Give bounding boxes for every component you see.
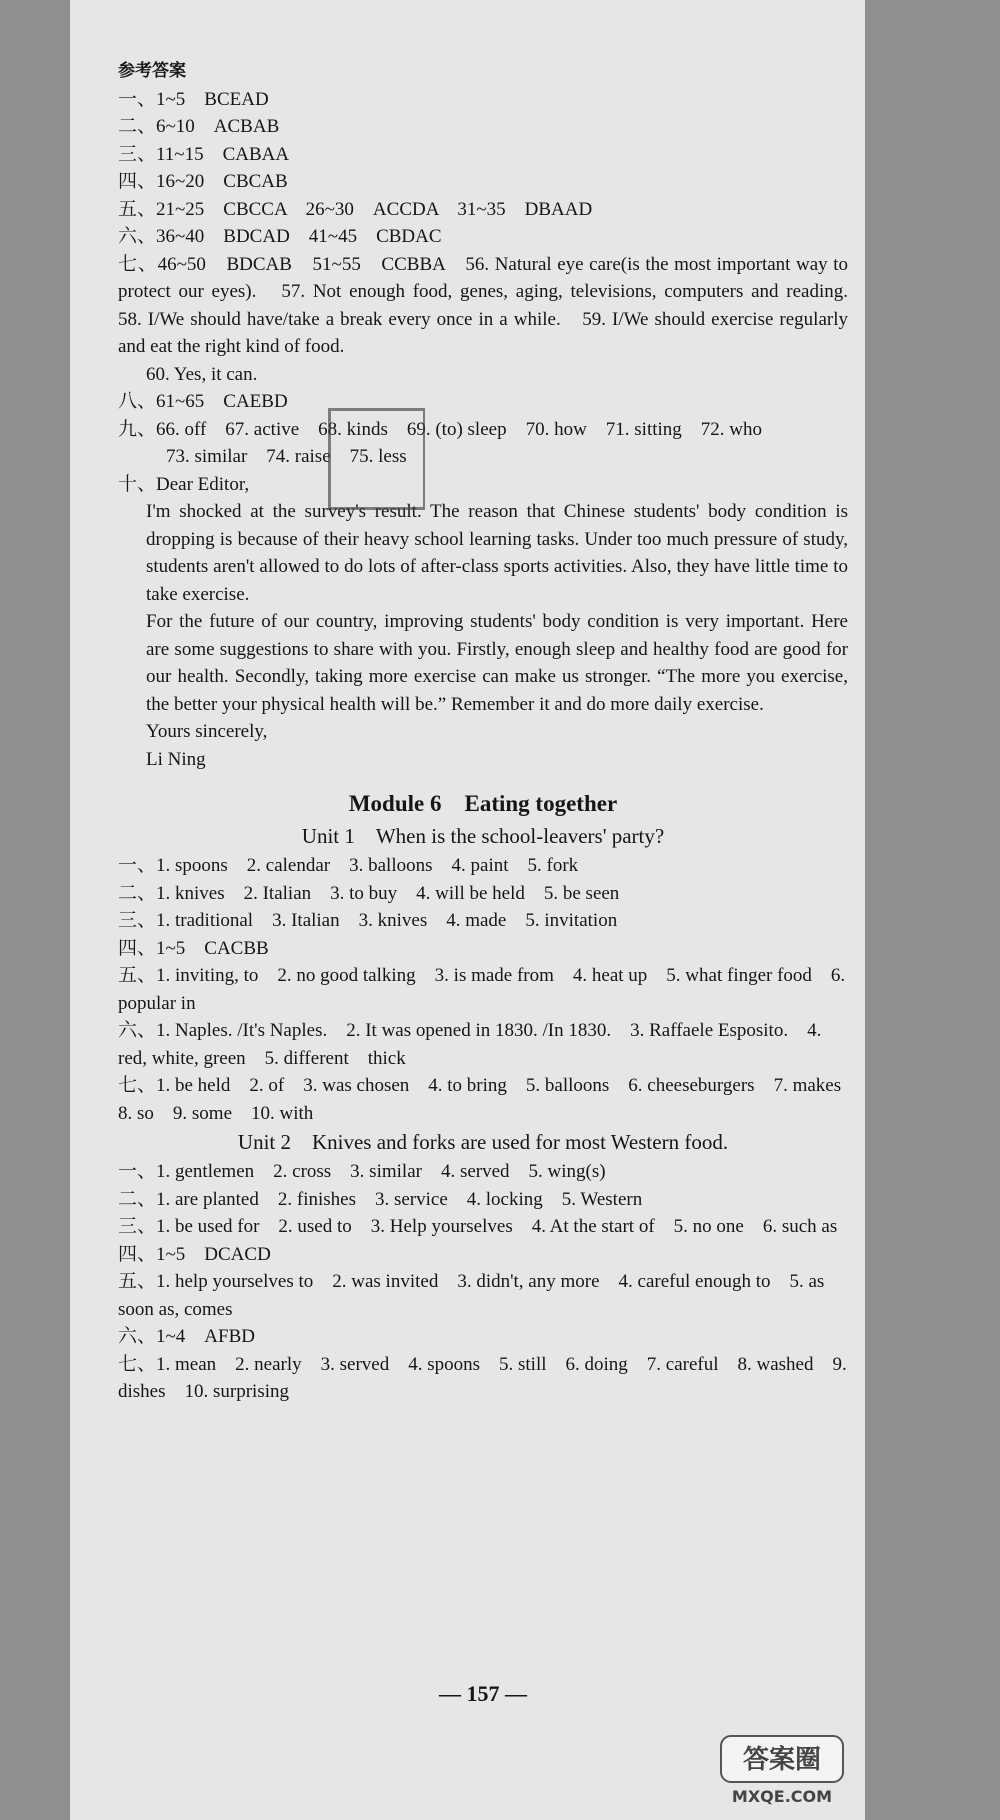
answer-line: 四、1~5 DCACD xyxy=(118,1243,271,1265)
module-title: Module 6 Eating together xyxy=(348,791,618,816)
letter-signature: Li Ning xyxy=(146,748,206,770)
answer-line: 七、1. mean 2. nearly 3. served 4. spoons 5. still 6. doing 7. careful 8. washed 9. dishes 10. surprising xyxy=(118,1353,847,1402)
answer-line: 二、6~10 ACBAB xyxy=(118,116,280,137)
answer-line: 一、1. gentlemen 2. cross 3. similar 4. served 5. wing(s) xyxy=(118,1161,606,1182)
answer-line: 六、1. Naples. /It's Naples. 2. It was opened in 1830. /In 1830. 3. Raffaele Esposito. 4. red, white, green 5. different thick xyxy=(118,1020,822,1069)
answer-line: 三、1. traditional 3. Italian 3. knives 4. made 5. invitation xyxy=(118,910,618,931)
answer-line: 五、1. inviting, to 2. no good talking 3. is made from 4. heat up 5. what finger food 6. popular in xyxy=(118,965,846,1014)
svg-text:MXQE.COM: MXQE.COM xyxy=(731,1787,833,1806)
answer-line: 四、1~5 CACBB xyxy=(118,937,269,959)
answer-line: 五、21~25 CBCCA 26~30 ACCDA 31~35 DBAAD xyxy=(118,198,593,220)
answer-line: 三、1. be used for 2. used to 3. Help yourselves 4. At the start of 5. no one 6. such as xyxy=(118,1216,838,1237)
page-number: — 157 — xyxy=(439,1681,527,1706)
watermark-logo xyxy=(717,1732,847,1810)
answer-line: 一、1. spoons 2. calendar 3. balloons 4. paint 5. fork xyxy=(118,855,579,876)
answer-line: 六、36~40 BDCAD 41~45 CBDAC xyxy=(118,226,442,247)
letter-paragraph: I'm shocked at the survey's result. The reason that Chinese students' body condition is dropping is because of their heavy school learning tasks. Under too much pressure of study, students aren't allowed to do lots of after-class sports activities. Also, they have little time to take exercise. xyxy=(146,501,848,605)
letter-salutation: 十、Dear Editor, xyxy=(118,473,250,495)
letter-paragraph: For the future of our country, improving students' body condition is very important. Here are some suggestions to share with you. Firstly, enough sleep and healthy food are good for our health. Secondly, taking more exercise can make us stronger. “The more you exercise, the better your physical health will be.” Remember it and do more daily exercise. xyxy=(146,611,848,715)
answer-line: 一、1~5 BCEAD xyxy=(118,88,269,110)
answer-line: 二、1. knives 2. Italian 3. to buy 4. will be held 5. be seen xyxy=(118,882,620,904)
answer-heading: 参考答案 xyxy=(118,61,186,81)
answer-line: 三、11~15 CABAA xyxy=(118,143,290,165)
stamp-mark xyxy=(328,408,425,510)
unit-title: Unit 2 Knives and forks are used for most Western food. xyxy=(237,1130,729,1154)
answer-line: 九、66. off 67. active 68. kinds 69. (to) sleep 70. how 71. sitting 72. who xyxy=(118,418,763,440)
unit-title: Unit 1 When is the school-leavers' party? xyxy=(301,824,665,848)
answer-line: 五、1. help yourselves to 2. was invited 3. didn't, any more 4. careful enough to 5. as soon as, comes xyxy=(118,1271,825,1320)
document-page xyxy=(70,0,868,1820)
answer-line: 四、16~20 CBCAB xyxy=(118,171,288,192)
svg-text:答案圈: 答案圈 xyxy=(742,1745,822,1775)
answer-line: 73. similar 74. raise 75. less xyxy=(166,446,407,467)
answer-line: 60. Yes, it can. xyxy=(146,363,258,385)
answer-line: 六、1~4 AFBD xyxy=(118,1326,255,1347)
letter-closing: Yours sincerely, xyxy=(146,721,268,742)
answer-content xyxy=(118,0,868,1706)
answer-line: 七、46~50 BDCAB 51~55 CCBBA 56. Natural eye care(is the most important way to protect our eyes). 57. Not enough food, genes, aging, televisions, computers and reading. 58. I/We should have/take a break every once in a while. 59. I/We should exercise regularly and eat the right kind of food. xyxy=(118,253,868,357)
answer-line: 七、1. be held 2. of 3. was chosen 4. to bring 5. balloons 6. cheeseburgers 7. makes 8. so 9. some 10. with xyxy=(118,1075,861,1124)
answer-line: 八、61~65 CAEBD xyxy=(118,391,288,412)
answer-line: 二、1. are planted 2. finishes 3. service 4. locking 5. Western xyxy=(118,1188,643,1210)
